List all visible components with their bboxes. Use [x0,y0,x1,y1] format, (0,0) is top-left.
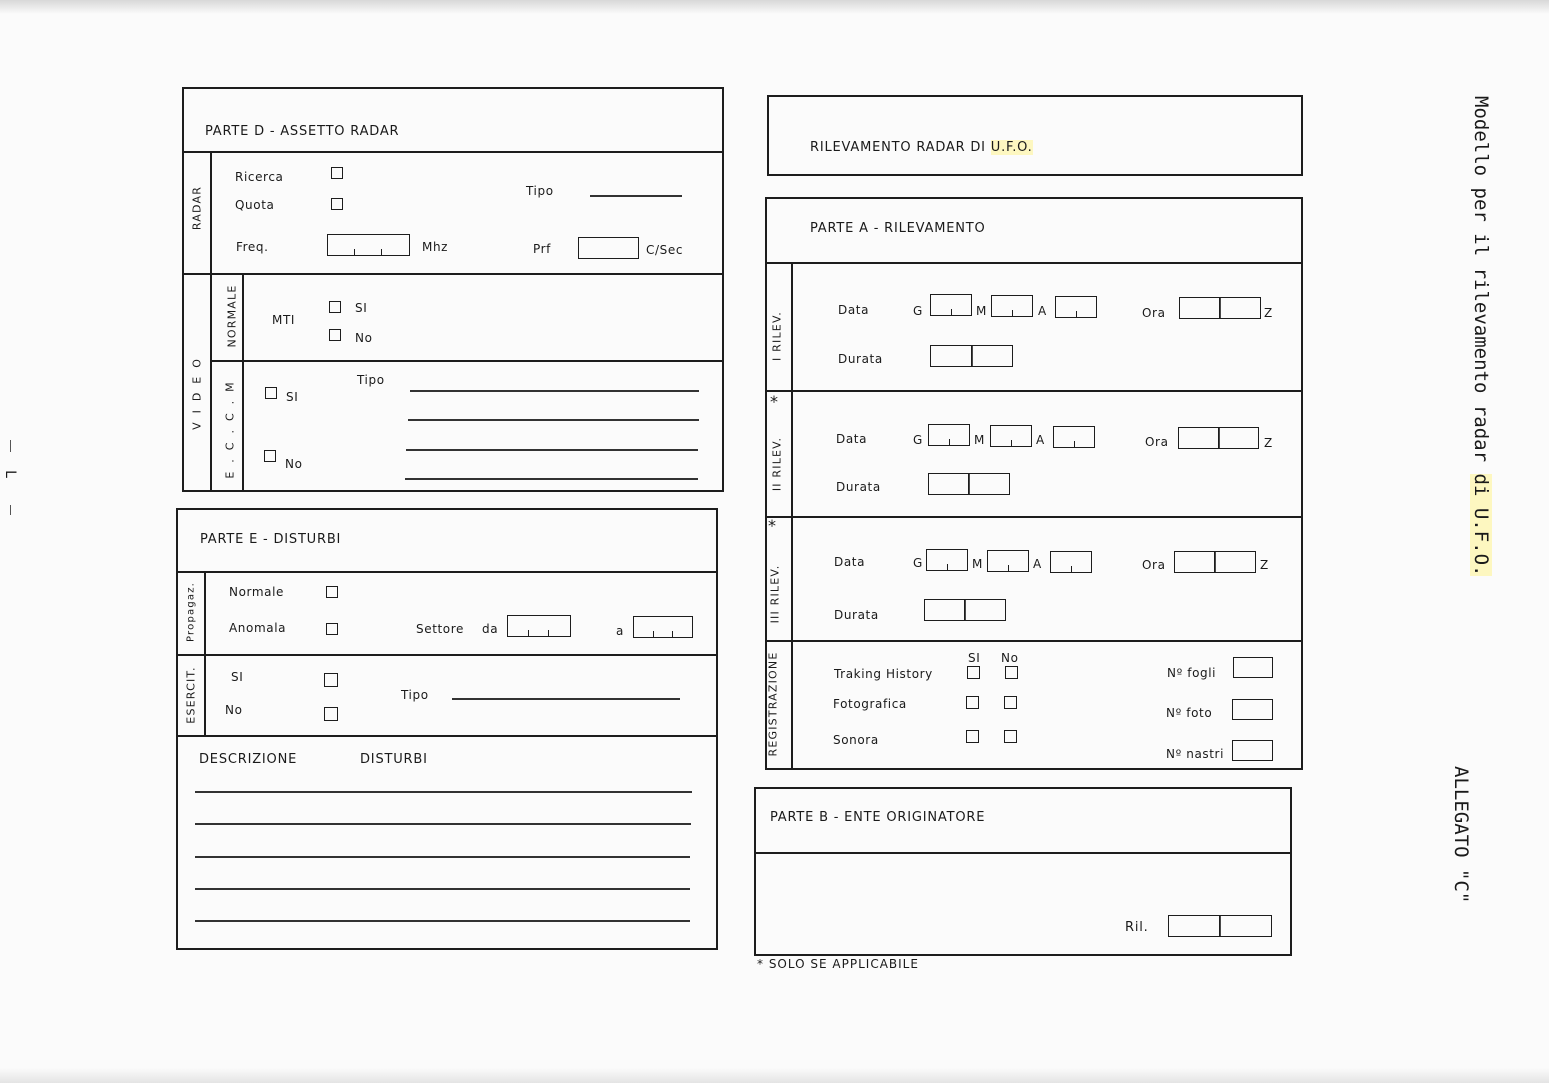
rilev-1-data-label: Data [838,303,870,317]
n-foto-label: Nº foto [1166,706,1213,720]
title-box [767,95,1303,176]
side-title [1470,96,1492,576]
divider [765,390,1303,392]
scan-top-shadow [0,0,1549,14]
esercit-no-label: No [225,703,243,717]
eccm-line[interactable] [406,449,698,451]
rilev-2-durata: Durata [836,480,881,494]
descrizione-label: DESCRIZIONE [199,752,298,767]
ricerca-label: Ricerca [235,170,284,184]
propagaz-label: Propagaz. [185,581,197,643]
disturbi-label: DISTURBI [360,752,428,767]
eccm-no-label: No [285,457,303,471]
csec-label: C/Sec [646,243,684,257]
part-e-frame [176,508,718,950]
sonora-label: Sonora [833,733,879,747]
title-box-main: RILEVAMENTO RADAR DI [810,140,991,155]
traking-label: Traking History [834,667,933,681]
part-b-header: PARTE B - ENTE ORIGINATORE [770,810,986,825]
mti-no-checkbox[interactable] [329,329,341,341]
settore-a-input[interactable] [633,616,693,638]
rilev-2-data-label: Data [836,432,868,446]
rilev-3-z: Z [1260,558,1269,572]
traking-no-checkbox[interactable] [1005,666,1018,679]
rilev-1-time-input[interactable] [1179,297,1261,319]
fotografica-label: Fotografica [833,697,907,711]
esercit-si-checkbox[interactable] [324,673,338,687]
tipo-label: Tipo [526,184,554,198]
radar-label: RADAR [190,185,204,231]
quota-label: Quota [235,198,275,212]
rilev-2-month-input[interactable] [990,425,1032,447]
tipo-line[interactable] [590,195,682,197]
n-fogli-input[interactable] [1233,657,1273,678]
description-line[interactable] [195,856,690,858]
rilev-3-durata-input[interactable] [924,599,1006,621]
side-title-prefix: Modello per il rilevamento radar [1470,96,1492,474]
rilev-1-durata-input[interactable] [930,345,1013,367]
n-nastri-label: Nº nastri [1166,747,1225,761]
settore-a-label: a [616,624,624,638]
rilev-1-a: A [1038,304,1047,318]
ril-label: Ril. [1125,920,1149,935]
rilev-3-day-input[interactable] [926,549,968,571]
freq-label: Freq. [236,240,269,254]
rilev-2-year-input[interactable] [1053,426,1095,448]
rilev-2-ora: Ora [1145,435,1169,449]
registrazione-label: REGISTRAZIONE [766,651,780,757]
mti-no-label: No [355,331,373,345]
divider [754,852,1292,854]
rilev-3-a: A [1033,557,1042,571]
rilev-2-a: A [1036,433,1045,447]
description-line[interactable] [195,888,690,890]
esercit-si-label: SI [231,670,244,684]
footnote: * SOLO SE APPLICABILE [757,957,919,971]
ril-input[interactable] [1168,915,1272,937]
divider [210,151,212,492]
prf-input[interactable] [578,237,639,259]
rilev-1-ora: Ora [1142,306,1166,320]
mti-si-label: SI [355,301,368,315]
part-d-header: PARTE D - ASSETTO RADAR [205,124,400,139]
rilev-3-m: M [972,557,983,571]
esercit-label: ESERCIT. [184,666,198,724]
sonora-si-checkbox[interactable] [966,730,979,743]
esercit-no-checkbox[interactable] [324,707,338,721]
rilev-2-z: Z [1264,436,1273,450]
mti-label: MTI [272,313,296,327]
scan-bottom-shadow [0,1068,1549,1083]
description-line[interactable] [195,920,690,922]
divider [765,640,1303,642]
normale-label: NORMALE [225,284,239,348]
divider [176,571,718,573]
eccm-line[interactable] [408,419,699,421]
divider [182,273,724,275]
settore-label: Settore [416,622,465,636]
title-box-highlight: U.F.O. [990,140,1033,155]
ricerca-checkbox[interactable] [331,167,343,179]
eccm-label: E.C.C.M [223,373,237,479]
fotografica-no-checkbox[interactable] [1004,696,1017,709]
eccm-si-checkbox[interactable] [265,387,277,399]
rilev-2-time-input[interactable] [1178,427,1259,449]
n-fogli-label: Nº fogli [1167,666,1217,680]
anomala-checkbox[interactable] [326,623,338,635]
rilev-3-label: III RILEV. [768,564,782,624]
settore-da-input[interactable] [507,615,571,637]
eccm-line[interactable] [405,478,698,480]
rilev-3-year-input[interactable] [1050,551,1092,573]
divider [210,360,724,362]
left-margin-mark: L [1,470,18,478]
rilev-2-label: II RILEV. [770,436,784,492]
mhz-label: Mhz [422,240,449,254]
rilev-3-asterisk: * [768,516,777,535]
rilev-3-data-label: Data [834,555,866,569]
divider [176,735,718,737]
rilev-3-ora: Ora [1142,558,1166,572]
side-title-highlight: di U.F.O. [1470,473,1492,577]
freq-input[interactable] [327,234,410,256]
description-line[interactable] [195,791,692,793]
rilev-1-g: G [913,304,923,318]
settore-da-label: da [482,622,499,636]
normale-label: Normale [229,585,285,599]
rilev-2-asterisk: * [770,392,779,411]
eccm-no-checkbox[interactable] [264,450,276,462]
divider [182,151,724,153]
divider [765,516,1303,518]
rilev-1-month-input[interactable] [991,295,1033,317]
rilev-3-time-input[interactable] [1174,551,1256,573]
mti-si-checkbox[interactable] [329,301,341,313]
rilev-1-day-input[interactable] [930,294,972,316]
margin-tick [10,440,11,452]
fotografica-si-checkbox[interactable] [966,696,979,709]
rilev-1-z: Z [1264,306,1273,320]
rilev-3-month-input[interactable] [987,550,1029,572]
traking-si-checkbox[interactable] [967,666,980,679]
rilev-1-label: I RILEV. [770,311,784,361]
description-line[interactable] [195,823,691,825]
part-e-header: PARTE E - DISTURBI [200,532,342,547]
prf-label: Prf [533,242,551,256]
rilev-2-m: M [974,433,985,447]
sonora-no-checkbox[interactable] [1004,730,1017,743]
rilev-1-year-input[interactable] [1055,296,1097,318]
part-a-header: PARTE A - RILEVAMENTO [810,221,986,236]
eccm-line[interactable] [410,390,699,392]
divider [765,262,1303,264]
anomala-label: Anomala [229,621,287,635]
title-box-text [810,140,1033,155]
video-label: VIDEO [190,350,204,430]
rilev-2-durata-input[interactable] [928,473,1010,495]
eccm-tipo-label: Tipo [357,373,385,387]
esercit-tipo-line[interactable] [452,698,680,700]
part-d-frame [182,87,724,492]
n-foto-input[interactable] [1232,699,1273,720]
esercit-tipo-label: Tipo [401,688,429,702]
rilev-2-day-input[interactable] [928,424,970,446]
quota-checkbox[interactable] [331,198,343,210]
rilev-2-g: G [913,433,923,447]
rilev-3-durata: Durata [834,608,879,622]
allegato-label: ALLEGATO "C" [1450,766,1472,904]
margin-tick [10,505,11,515]
eccm-si-label: SI [286,390,299,404]
divider [242,273,244,492]
rilev-1-durata: Durata [838,352,883,366]
reg-no-header: No [1001,651,1019,665]
n-nastri-input[interactable] [1232,740,1273,761]
rilev-1-m: M [976,304,987,318]
reg-si-header: SI [968,651,981,665]
rilev-3-g: G [913,556,923,570]
normale-checkbox[interactable] [326,586,338,598]
divider [176,654,718,656]
